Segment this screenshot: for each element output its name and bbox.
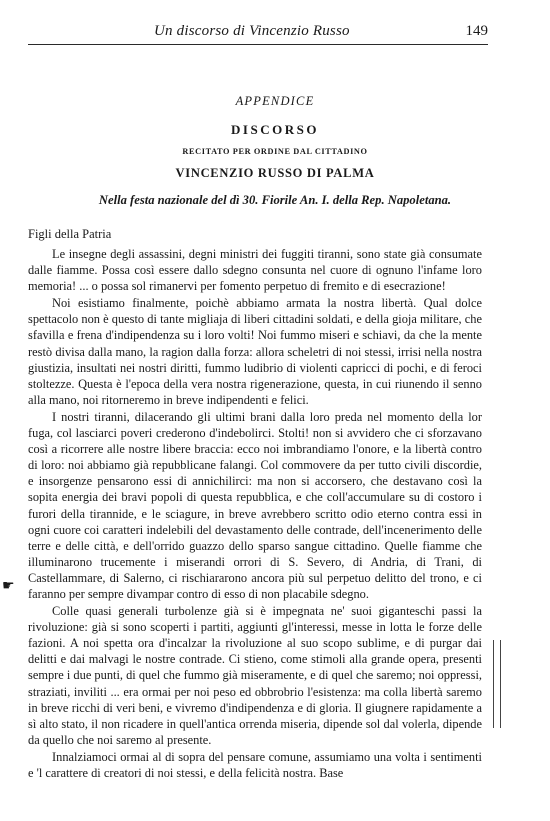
running-title: Un discorso di Vincenzio Russo — [154, 23, 350, 39]
margin-double-line-mark — [493, 640, 501, 728]
speech-title: DISCORSO — [231, 122, 319, 137]
recited-by-line: RECITATO PER ORDINE DAL CITTADINO — [182, 147, 368, 156]
paragraph: Innalziamoci ormai al di sopra del pensare comune, assumiamo una volta i sentimenti e 'l carattere di creatori di noi stessi, e della felicità nostra. Base — [28, 749, 482, 780]
salutation: Figli della Patria — [28, 227, 112, 241]
running-header — [28, 22, 488, 45]
paragraph: Colle quasi generali turbolenze già si è impegnata ne' suoi giganteschi passi la rivoluzione: già si sono scoperti i partiti, aggiunti gl'interessi, messe in lotta le forze delle fazioni. A noi spetta ora d'incalzar la rivoluzione al suo scopo sublime, e di purgar dai delitti e dai malvagi le nostre contrade. Ci stieno, come stimoli alla grande opera, presenti sempre i due punti, di quel che fummo già miseramente, e di quel che saremo; noi oppressi, straziati, inviliti ... era ormai per noi peso ed obbrobrio l'esistenza: ma colla libertà saremo in breve ricchi di veri beni, e vivremo d'indipendenza e di gloria. Il giugnere rapidamente a sì alto stato, il non ricadere in quell'antica orrenda miseria, dipende sol dal volerla, dipende da quello che noi saremo al presente. — [28, 604, 482, 747]
paragraph: Le insegne degli assassini, degni ministri dei fuggiti tiranni, sono state già consumate dalle fiamme. Possa così essere dallo sdegno consunta nel cuore di ognuno l'infame loro memoria! ... o possa sol rimanervi per fomento perpetuo di fremito e di esecrazione! — [28, 247, 482, 294]
page-number: 149 — [465, 23, 488, 39]
speech-body — [28, 246, 482, 782]
paragraph: I nostri tiranni, dilacerando gli ultimi brani dalla loro preda nel momento della lor fuga, col lasciarci poveri crederono d'indebolirci. Stolti! non si avvidero che ci sforzavano così a ricorrere alle nostre libere braccia: ecco noi imbrandiamo l'onore, e la libertà contro di loro: noi abbiamo già repubblicane falangi. Col commovere da per tutto civili discordie, e insorgenze pensarono essi di annichilirci: ma non si accorsero, che destavano così la sopita energia dei bravi popoli di questa repubblica, e che coll'accumulare su di costoro i furori della tirannide, e le sciagure, in breve avrebbero scritto odio eterno contra essi in ogni cuore coi caratteri indelebili del devastamento delle contrade, dell'incenerimento delle terre e delle città, e dell'orrido guazzo dello sparso sangue cittadino. Quelle fiamme che illuminarono trucemente i miserandi orrori di S. Severo, di Andria, di Trani, di Castellammare, di Salerno, ci rischiararono ancora più sul perpetuo delitto del trono, e ci faranno per sempre divampar contro di esso di non placabile sdegno. — [28, 409, 482, 601]
author-name: VINCENZIO RUSSO DI PALMA — [175, 166, 375, 180]
appendix-heading: APPENDICE — [235, 94, 315, 108]
occasion-line: Nella festa nazionale del dì 30. Fiorile An. I. della Rep. Napoletana. — [98, 193, 452, 207]
pointing-hand-icon: ☛ — [2, 579, 15, 594]
paragraph: Noi esistiamo finalmente, poichè abbiamo armata la nostra libertà. Qual dolce spettacolo non è questo di tante migliaja di liberi cittadini soldati, e della gioja militare, che sfavilla e frena d'indipendenza su i loro volti! Noi fummo miseri e schiavi, da che la mente restò divisa dalla mano, la ragion dalla forza: allora scheletri di noi stessi, irrisi nella nostra giustizia, insultati nei nostri diritti, fummo ludibrio di violenti capricci di pochi, e di feroci stoltezze. Questa è l'epoca della vera nostra rigenerazione, questa, in cui riunendo il senno alla mano, noi ritorneremo in breve indipendenti e felici. — [28, 296, 482, 407]
